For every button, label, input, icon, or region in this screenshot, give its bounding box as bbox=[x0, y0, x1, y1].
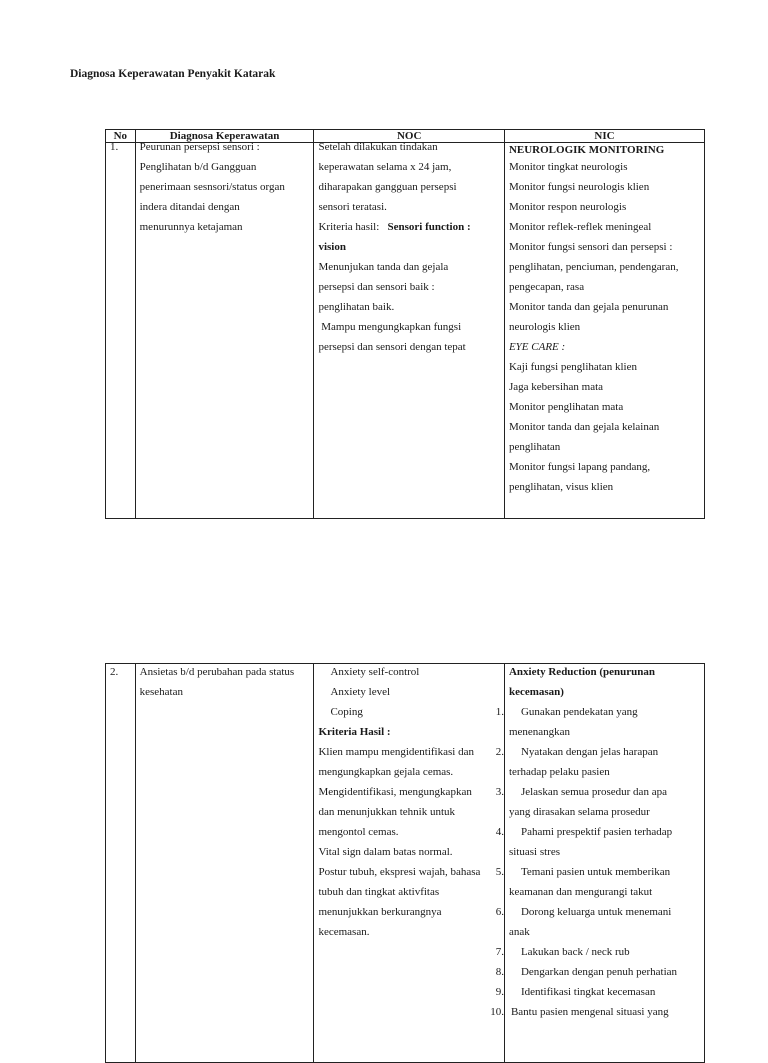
noc-criteria-title: Kriteria Hasil : bbox=[318, 726, 391, 738]
noc-line: Anxiety self-control bbox=[330, 666, 420, 678]
noc-line: menunjukkan berkurangnya 6. bbox=[318, 902, 499, 922]
nic-line: anak bbox=[508, 926, 530, 938]
nic-line: neurologis klien bbox=[508, 321, 581, 333]
nic-line: Monitor reflek-reflek meningeal bbox=[508, 221, 652, 233]
nic-line: Temani pasien untuk memberikan bbox=[520, 866, 671, 878]
nic-number: 2. bbox=[495, 746, 504, 758]
noc-line: Mengidentifikasi, mengungkapkan 3. bbox=[318, 782, 499, 802]
nic-line: Monitor tanda dan gejala penurunan bbox=[508, 301, 669, 313]
nic-line: Monitor fungsi sensori dan persepsi : bbox=[508, 241, 673, 253]
noc-line: Anxiety level bbox=[330, 686, 391, 698]
nic-line: Nyatakan dengan jelas harapan bbox=[520, 746, 659, 758]
nic-line: Dengarkan dengan penuh perhatian bbox=[520, 966, 678, 978]
diagnosa-line: penerimaan sesnsori/status organ bbox=[139, 181, 285, 193]
noc-criteria-label: Kriteria hasil: bbox=[318, 221, 380, 233]
nic-line: Monitor tanda dan gejala kelainan bbox=[508, 421, 660, 433]
nic-line: keamanan dan mengurangi takut bbox=[508, 886, 653, 898]
nic-line: Monitor respon neurologis bbox=[508, 201, 627, 213]
nic-line: Lakukan back / neck rub bbox=[520, 946, 630, 958]
noc-line bbox=[318, 1002, 504, 1022]
nic-line: Identifikasi tingkat kecemasan bbox=[520, 986, 656, 998]
noc-line: Mampu mengungkapkan fungsi bbox=[318, 321, 462, 333]
cell-noc bbox=[314, 143, 504, 519]
table-row bbox=[106, 143, 705, 519]
cell-no: 1. bbox=[106, 143, 136, 519]
noc-line bbox=[318, 942, 504, 962]
nic-line: Bantu pasien mengenal situasi yang bbox=[510, 1006, 669, 1018]
nic-number: 8. bbox=[495, 966, 504, 978]
nic-line: Jelaskan semua prosedur dan apa bbox=[520, 786, 667, 798]
nic-line: Monitor tingkat neurologis bbox=[508, 161, 628, 173]
nic-line: Monitor penglihatan mata bbox=[508, 401, 624, 413]
header-no: No bbox=[106, 130, 136, 143]
noc-line: vision bbox=[318, 241, 346, 253]
noc-line: sensori teratasi. bbox=[318, 201, 387, 213]
cell-noc bbox=[314, 664, 504, 1063]
diagnosa-line: indera ditandai dengan bbox=[139, 201, 240, 213]
cell-diagnosa bbox=[135, 143, 314, 519]
noc-line: Setelah dilakukan tindakan bbox=[318, 141, 438, 153]
nic-number: 6. bbox=[495, 906, 504, 918]
nic-heading: kecemasan) bbox=[508, 686, 564, 698]
noc-line: Coping 1. bbox=[318, 702, 499, 722]
cell-diagnosa bbox=[135, 664, 314, 1063]
noc-line: penglihatan baik. bbox=[318, 301, 395, 313]
noc-criteria-title: Sensori function : bbox=[387, 221, 471, 233]
diagnosa-line: Penglihatan b/d Gangguan bbox=[139, 161, 257, 173]
nic-line: Jaga kebersihan mata bbox=[508, 381, 604, 393]
noc-line: Klien mampu mengidentifikasi dan 2. bbox=[318, 742, 499, 762]
noc-line: mengungkapkan gejala cemas. bbox=[318, 766, 454, 778]
noc-line: mengontol cemas. 4. bbox=[318, 822, 499, 842]
nic-heading: NEUROLOGIK MONITORING bbox=[508, 144, 665, 156]
nic-line: penglihatan bbox=[508, 441, 561, 453]
nursing-diagnosis-table-2 bbox=[105, 663, 705, 1063]
document-title: Diagnosa Keperawatan Penyakit Katarak bbox=[70, 68, 276, 80]
nic-line: terhadap pelaku pasien bbox=[508, 766, 610, 778]
nursing-diagnosis-table-1 bbox=[105, 129, 705, 519]
noc-line: Vital sign dalam batas normal. bbox=[318, 846, 453, 858]
table-row bbox=[106, 664, 705, 1063]
nic-line: Kaji fungsi penglihatan klien bbox=[508, 361, 637, 373]
diagnosa-line: kesehatan bbox=[139, 686, 183, 698]
noc-criteria-line bbox=[318, 217, 499, 237]
nic-line: Dorong keluarga untuk menemani bbox=[520, 906, 672, 918]
header-nic: NIC bbox=[504, 130, 704, 143]
noc-line: tubuh dan tingkat aktivfitas bbox=[318, 886, 440, 898]
nic-line: menenangkan bbox=[508, 726, 571, 738]
noc-line bbox=[318, 982, 504, 1002]
cell-nic bbox=[504, 664, 704, 1063]
nic-subheading: EYE CARE : bbox=[508, 341, 566, 353]
header-diagnosa: Diagnosa Keperawatan bbox=[135, 130, 314, 143]
nic-line: Gunakan pendekatan yang bbox=[520, 706, 638, 718]
nic-number: 3. bbox=[495, 786, 504, 798]
noc-line: kecemasan. bbox=[318, 926, 370, 938]
noc-line: diharapakan gangguan persepsi bbox=[318, 181, 457, 193]
nic-line: penglihatan, visus klien bbox=[508, 481, 614, 493]
nic-line: Monitor fungsi neurologis klien bbox=[508, 181, 650, 193]
nic-number: 4. bbox=[495, 826, 504, 838]
cell-nic bbox=[504, 143, 704, 519]
cell-no: 2. bbox=[106, 664, 136, 1063]
nic-line: penglihatan, penciuman, pendengaran, bbox=[508, 261, 679, 273]
header-noc: NOC bbox=[314, 130, 504, 143]
diagnosa-line: Peurunan persepsi sensori : bbox=[139, 141, 260, 153]
nic-number: 7. bbox=[495, 946, 504, 958]
nic-heading: Anxiety Reduction (penurunan bbox=[508, 666, 656, 678]
noc-line: dan menunjukkan tehnik untuk bbox=[318, 806, 456, 818]
nic-line: pengecapan, rasa bbox=[508, 281, 585, 293]
nic-number: 9. bbox=[495, 986, 504, 998]
noc-line bbox=[318, 962, 504, 982]
nic-number: 1. bbox=[495, 706, 504, 718]
nic-number: 10. bbox=[490, 1006, 504, 1018]
nic-line: yang dirasakan selama prosedur bbox=[508, 806, 650, 818]
noc-line: persepsi dan sensori baik : bbox=[318, 281, 435, 293]
noc-line: keperawatan selama x 24 jam, bbox=[318, 161, 452, 173]
noc-line: persepsi dan sensori dengan tepat bbox=[318, 341, 466, 353]
nic-number: 5. bbox=[495, 866, 504, 878]
nic-line: Monitor fungsi lapang pandang, bbox=[508, 461, 651, 473]
nic-line: Pahami prespektif pasien terhadap bbox=[520, 826, 673, 838]
diagnosa-line: Ansietas b/d perubahan pada status bbox=[139, 666, 295, 678]
diagnosa-line: menurunnya ketajaman bbox=[139, 221, 243, 233]
nic-line: situasi stres bbox=[508, 846, 560, 858]
noc-line: Postur tubuh, ekspresi wajah, bahasa 5. bbox=[318, 862, 499, 882]
noc-line: Menunjukan tanda dan gejala bbox=[318, 261, 449, 273]
